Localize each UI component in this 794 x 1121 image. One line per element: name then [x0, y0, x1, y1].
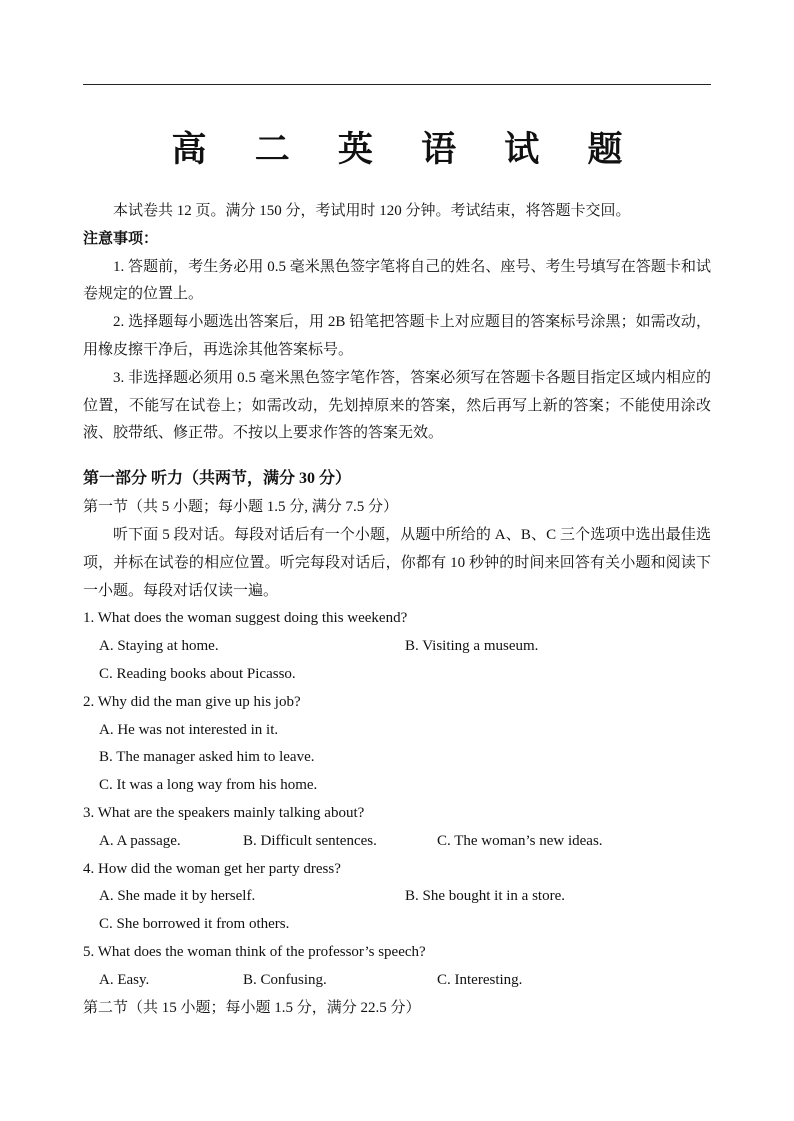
notice-heading: 注意事项： [83, 230, 159, 247]
page-title: 高 二 英 语 试 题 [171, 129, 641, 170]
option-a: A. A passage. [99, 832, 181, 849]
question-stem: 4. How did the woman get her party dress? [83, 860, 341, 877]
notice-item: 1. 答题前，考生务必用 0.5 毫米黑色签字笔将自己的姓名、座号、考生号填写在答题卡和试卷规定的位置上。 [83, 258, 711, 303]
section1-title: 第一节（共 5 小题；每小题 1.5 分, 满分 7.5 分） [83, 499, 399, 516]
option-c: C. Reading books about Picasso. [99, 665, 296, 682]
option-a: A. Easy. [99, 971, 150, 988]
notice-item: 2. 选择题每小题选出答案后，用 2B 铅笔把答题卡上对应题目的答案标号涂黑；如需改动，用橡皮擦干净后，再选涂其他答案标号。 [83, 314, 711, 358]
section1-instructions: 听下面 5 段对话。每段对话后有一个小题，从题中所给的 A、B、C 三个选项中选出最佳选项，并标在试卷的相应位置。听完每段对话后，你都有 10 秒钟的时间来回答有关小题和阅读下一小题。每段对话仅读一遍。 [83, 526, 711, 599]
part1-title: 第一部分 听力（共两节，满分 30 分） [83, 470, 352, 488]
question-options [83, 967, 711, 995]
option-b: B. Visiting a museum. [405, 638, 539, 655]
question-options [83, 883, 711, 911]
question-stem: 3. What are the speakers mainly talking about? [83, 804, 365, 821]
question-options [83, 633, 711, 661]
option-b: B. She bought it in a store. [405, 888, 565, 905]
section2-title: 第二节（共 15 小题；每小题 1.5 分，满分 22.5 分） [83, 999, 421, 1016]
question-stem: 1. What does the woman suggest doing this weekend? [83, 610, 408, 627]
option-b: B. The manager asked him to leave. [99, 749, 315, 766]
question-stem: 5. What does the woman think of the professor’s speech? [83, 943, 426, 960]
option-c: C. The woman’s new ideas. [437, 832, 603, 849]
option-b: B. Difficult sentences. [243, 832, 377, 849]
intro-text: 本试卷共 12 页。满分 150 分，考试用时 120 分钟。考试结束，将答题卡交回。 [113, 203, 631, 219]
option-a: A. She made it by herself. [99, 888, 256, 905]
option-c: C. It was a long way from his home. [99, 777, 318, 794]
option-c: C. Interesting. [437, 971, 523, 988]
notice-item: 3. 非选择题必须用 0.5 毫米黑色签字笔作答，答案必须写在答题卡各题目指定区域内相应的位置，不能写在试卷上；如需改动，先划掉原来的答案，然后再写上新的答案；不能使用涂改液、胶带纸、修正带。不按以上要求作答的答案无效。 [83, 369, 711, 442]
option-b: B. Confusing. [243, 971, 327, 988]
option-c: C. She borrowed it from others. [99, 916, 290, 933]
header-rule [83, 84, 711, 85]
exam-body [83, 198, 711, 1022]
question-options [83, 828, 711, 856]
option-a: A. Staying at home. [99, 638, 219, 655]
question-stem: 2. Why did the man give up his job? [83, 693, 301, 710]
option-a: A. He was not interested in it. [99, 721, 279, 738]
